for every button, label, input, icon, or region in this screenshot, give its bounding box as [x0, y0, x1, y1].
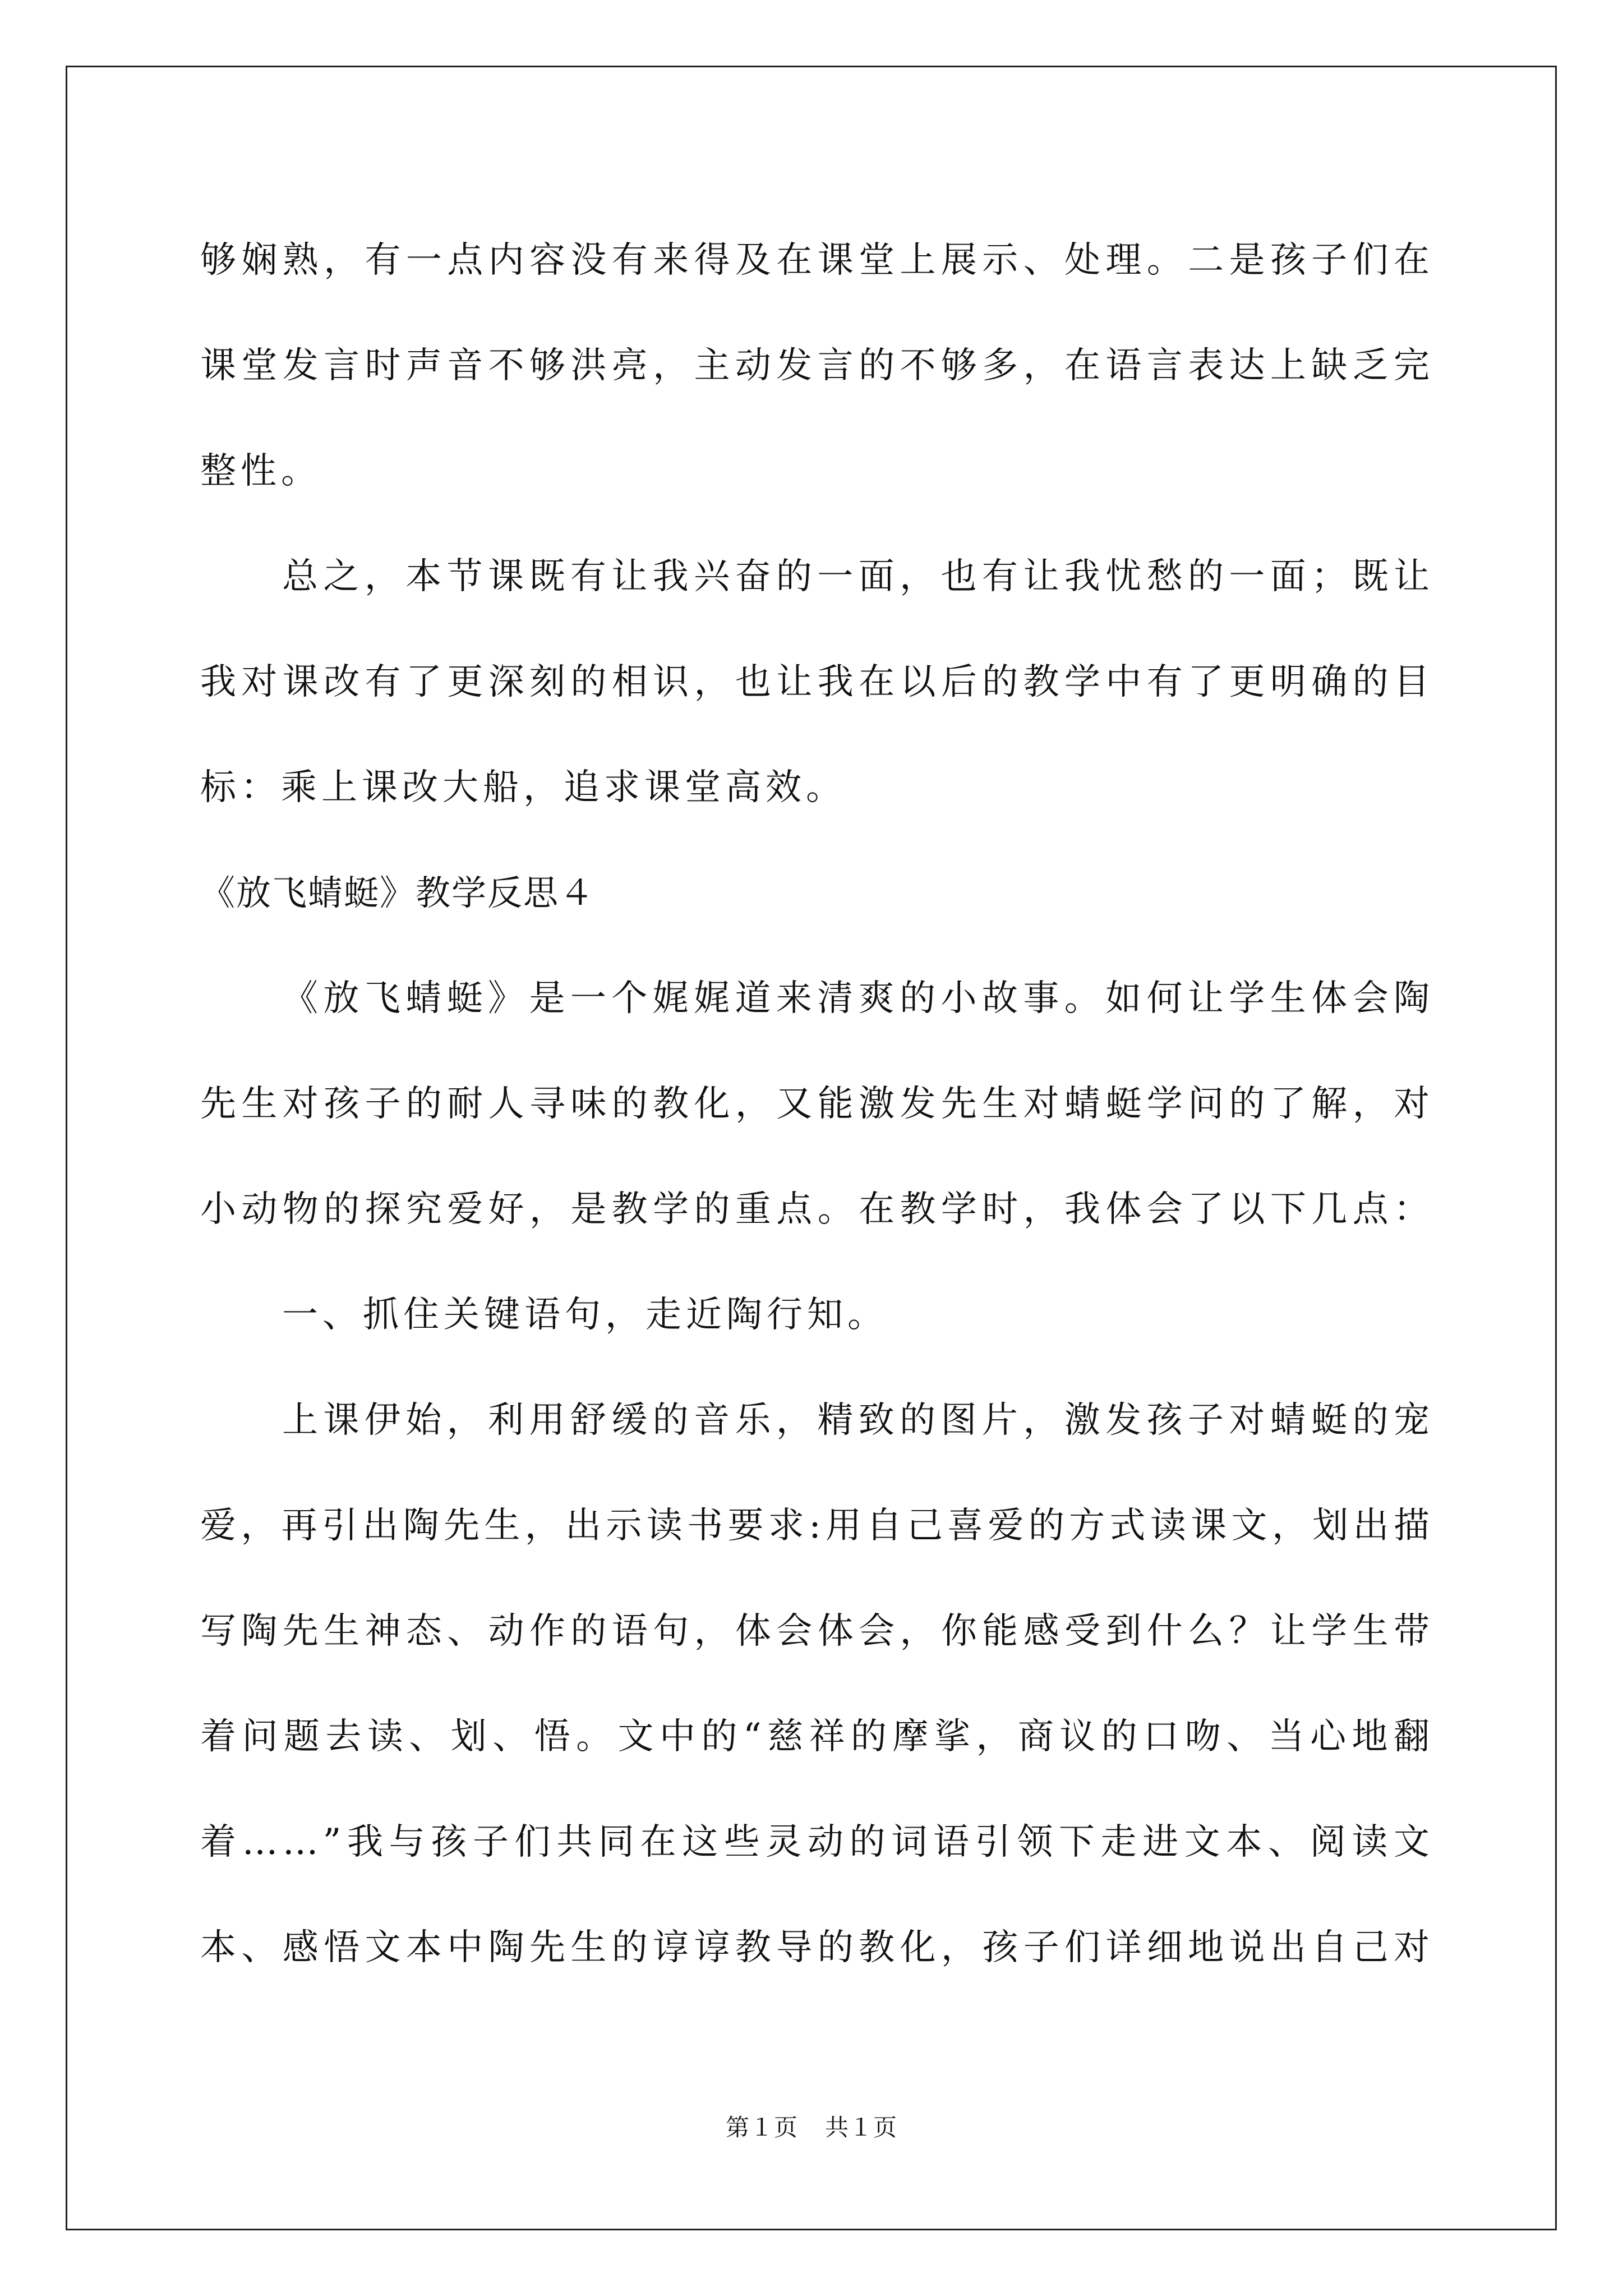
paragraph-line: 标：乘上课改大船，追求课堂高效。	[200, 767, 846, 808]
document-body	[200, 208, 1434, 2000]
paragraph-line: 爱，再引出陶先生，出示读书要求:用自己喜爱的方式读课文，划出描	[200, 1505, 1434, 1547]
paragraph-line: 《放飞蜻蜓》是一个娓娓道来清爽的小故事。如何让学生体会陶	[282, 978, 1434, 1019]
page-number: 第１页	[725, 2114, 798, 2141]
page-footer	[0, 2109, 1623, 2143]
paragraph-line: 课堂发言时声音不够洪亮，主动发言的不够多，在语言表达上缺乏完	[200, 345, 1434, 386]
paragraph-line: 先生对孩子的耐人寻味的教化，又能激发先生对蜻蜓学问的了解，对	[200, 1083, 1434, 1125]
paragraph-line: 小动物的探究爱好，是教学的重点。在教学时，我体会了以下几点：	[200, 1189, 1434, 1230]
page-total: 共１页	[825, 2114, 898, 2141]
paragraph-line: 整性。	[200, 450, 321, 492]
paragraph-line: 着问题去读、划、悟。文中的“慈祥的摩挲，商议的口吻、当心地翻	[200, 1716, 1434, 1757]
section-heading: 《放飞蜻蜓》教学反思４	[200, 872, 596, 913]
paragraph-line: 着……”我与孩子们共同在这些灵动的词语引领下走进文本、阅读文	[200, 1821, 1434, 1863]
subsection-title: 一、抓住关键语句，走近陶行知。	[282, 1294, 888, 1336]
paragraph-line: 够娴熟，有一点内容没有来得及在课堂上展示、处理。二是孩子们在	[200, 240, 1434, 281]
paragraph-line: 总之，本节课既有让我兴奋的一面，也有让我忧愁的一面；既让	[282, 556, 1434, 597]
paragraph-line: 本、感悟文本中陶先生的谆谆教导的教化，孩子们详细地说出自己对	[200, 1927, 1434, 1968]
paragraph-line: 上课伊始，利用舒缓的音乐，精致的图片，激发孩子对蜻蜓的宠	[282, 1400, 1434, 1441]
paragraph-line: 写陶先生神态、动作的语句，体会体会，你能感受到什么？让学生带	[200, 1611, 1434, 1652]
paragraph-line: 我对课改有了更深刻的相识，也让我在以后的教学中有了更明确的目	[200, 661, 1434, 703]
